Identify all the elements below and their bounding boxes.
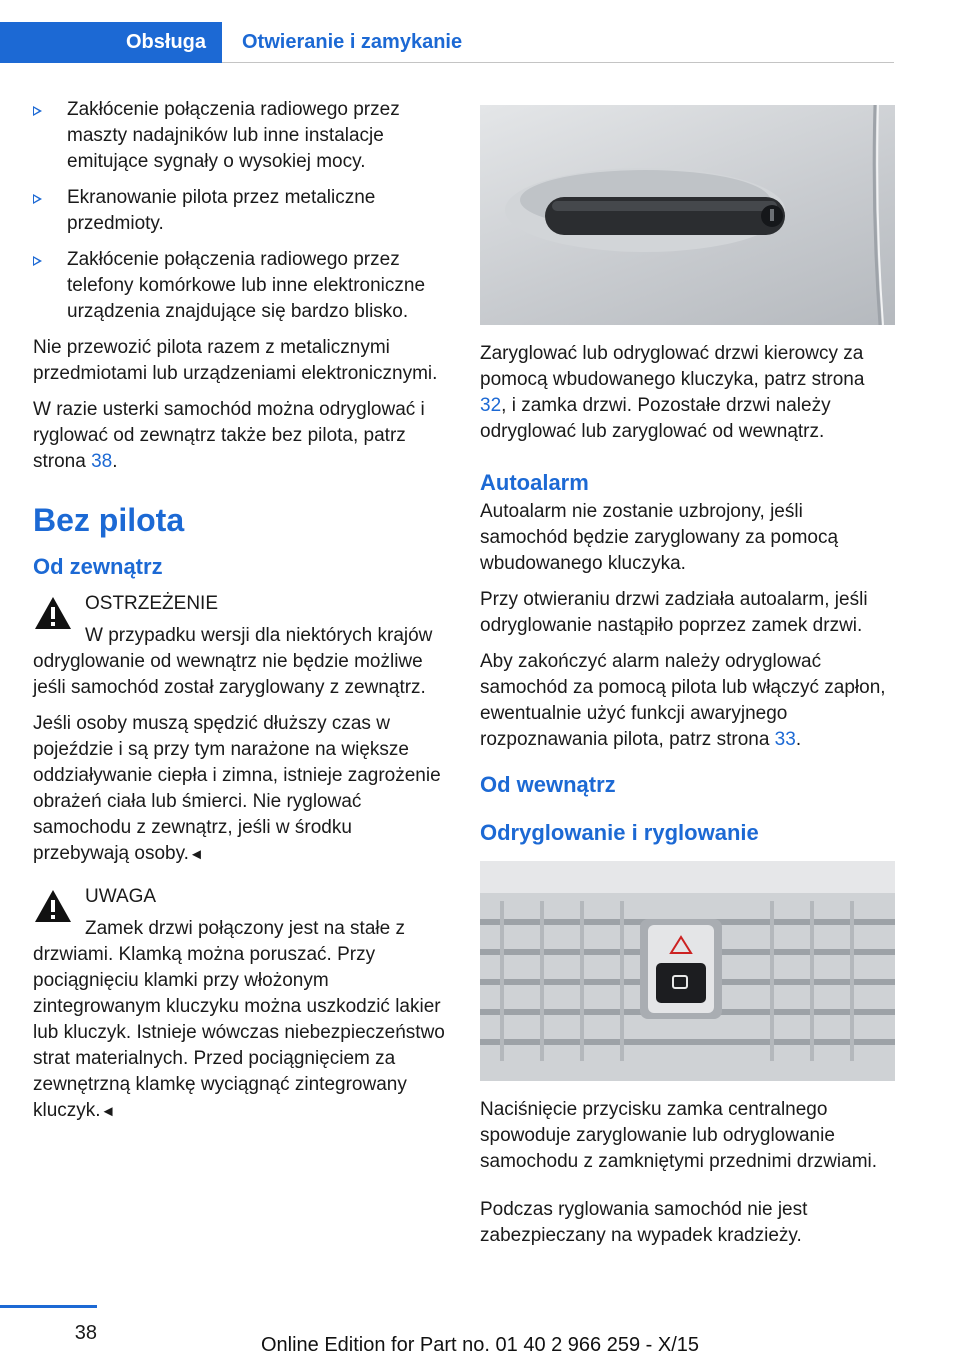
end-mark-icon: ◄ [188,846,204,863]
section-heading: Bez pilota [33,502,185,538]
paragraph: Aby zakończyć alarm należy odryglować samochód za pomocą pilota lub włączyć zapłon, ewentualnie użyć funkcji awaryjnego rozpoznawania pilota, patrz strona 33. [480,651,886,750]
subsection-heading: Odryglowanie i ryglowanie [480,820,759,845]
subsection-heading: Od wewnątrz [480,772,616,797]
chapter-tab: Otwieranie i zamykanie [242,31,463,53]
warning-title: OSTRZEŻENIE [85,593,219,614]
end-mark-icon: ◄ [100,1103,116,1120]
right-column [480,105,895,1259]
central-lock-button-photo [480,861,895,1081]
bullet-triangle-icon [33,256,42,266]
door-handle-illustration [480,105,895,325]
paragraph: Autoalarm nie zostanie uzbrojony, jeśli samochód będzie zaryglowany za pomocą wbudowanego kluczyka. [480,501,839,574]
warning-triangle-icon [33,888,73,924]
page-link[interactable]: 33 [774,729,796,750]
page-link[interactable]: 32 [480,395,502,416]
list-item: Ekranowanie pilota przez metaliczne przedmioty. [33,185,448,237]
list-item: Zakłócenie połączenia radiowego przez maszty nadajników lub inne instalacje emitujące sygnały o wysokiej mocy. [33,97,448,175]
warning-title: UWAGA [85,886,157,907]
paragraph: Naciśnięcie przycisku zamka centralnego spowoduje zaryglowanie lub odryglowanie samochodu z zamkniętymi przednimi drzwiami. [480,1099,878,1172]
page-link[interactable]: 38 [91,451,113,472]
central-lock-illustration [480,861,895,1081]
list-item: Zakłócenie połączenia radiowego przez telefony komórkowe lub inne elektroniczne urządzenia znajdujące się bardzo blisko. [33,247,448,325]
paragraph: Podczas ryglowania samochód nie jest zabezpieczany na wypadek kradzieży. [480,1199,808,1246]
warning-text: Zamek drzwi połączony jest na stałe z drzwiami. Klamką można poruszać. Przy pociągnięciu klamki przy włożonym zintegrowanym kluczyku można uszkodzić lakier lub kluczyk. Istnieje wówczas niebezpieczeństwo strat materialnych. Przed pociągnięciem za zewnętrzną klamkę wyciągnąć zintegrowany kluczyk.◄ [33,918,445,1121]
edition-note: Online Edition for Part no. 01 40 2 966 259 - X/15 [260,1334,700,1356]
bullet-triangle-icon [33,106,42,116]
door-handle-photo [480,105,895,325]
caution-block [33,884,448,1125]
page-header [0,22,894,63]
page-number: 38 [74,1322,97,1344]
bullet-triangle-icon [33,194,42,204]
subsection-heading: Autoalarm [480,470,589,495]
paragraph: Przy otwieraniu drzwi zadziała autoalarm, jeśli odryglowanie nastąpiło poprzez zamek drzwi. [480,589,868,636]
header-divider [222,62,894,63]
warning-text: W przypadku wersji dla niektórych krajów odryglowanie od wewnątrz nie będzie możliwe jeśli samochód został zaryglowany z zewnątrz. [33,625,433,698]
warning-text: Jeśli osoby muszą spędzić dłuższy czas w pojeździe i są przy tym narażone na większe oddziaływanie ciepła i zimna, istnieje zagrożenie obrażeń ciała lub śmierci. Nie ryglować samochodu z zewnątrz, jeśli w środku przebywają osoby.◄ [33,713,441,864]
paragraph: W razie usterki samochód można odryglować i ryglować od zewnątrz także bez pilota, patrz strona 38. [33,399,425,472]
section-tab: Obsługa [0,22,222,63]
subsection-heading: Od zewnątrz [33,554,163,579]
paragraph: Nie przewozić pilota razem z metalicznymi przedmiotami lub urządzeniami elektronicznymi. [33,337,438,384]
left-column [33,97,448,1135]
interference-list [33,97,448,325]
footer-divider [0,1305,97,1308]
paragraph: Zaryglować lub odryglować drzwi kierowcy za pomocą wbudowanego kluczyka, patrz strona 32, i zamka drzwi. Pozostałe drzwi należy odryglować lub zaryglować od wewnątrz. [480,343,865,442]
warning-triangle-icon [33,595,73,631]
warning-block [33,591,448,868]
